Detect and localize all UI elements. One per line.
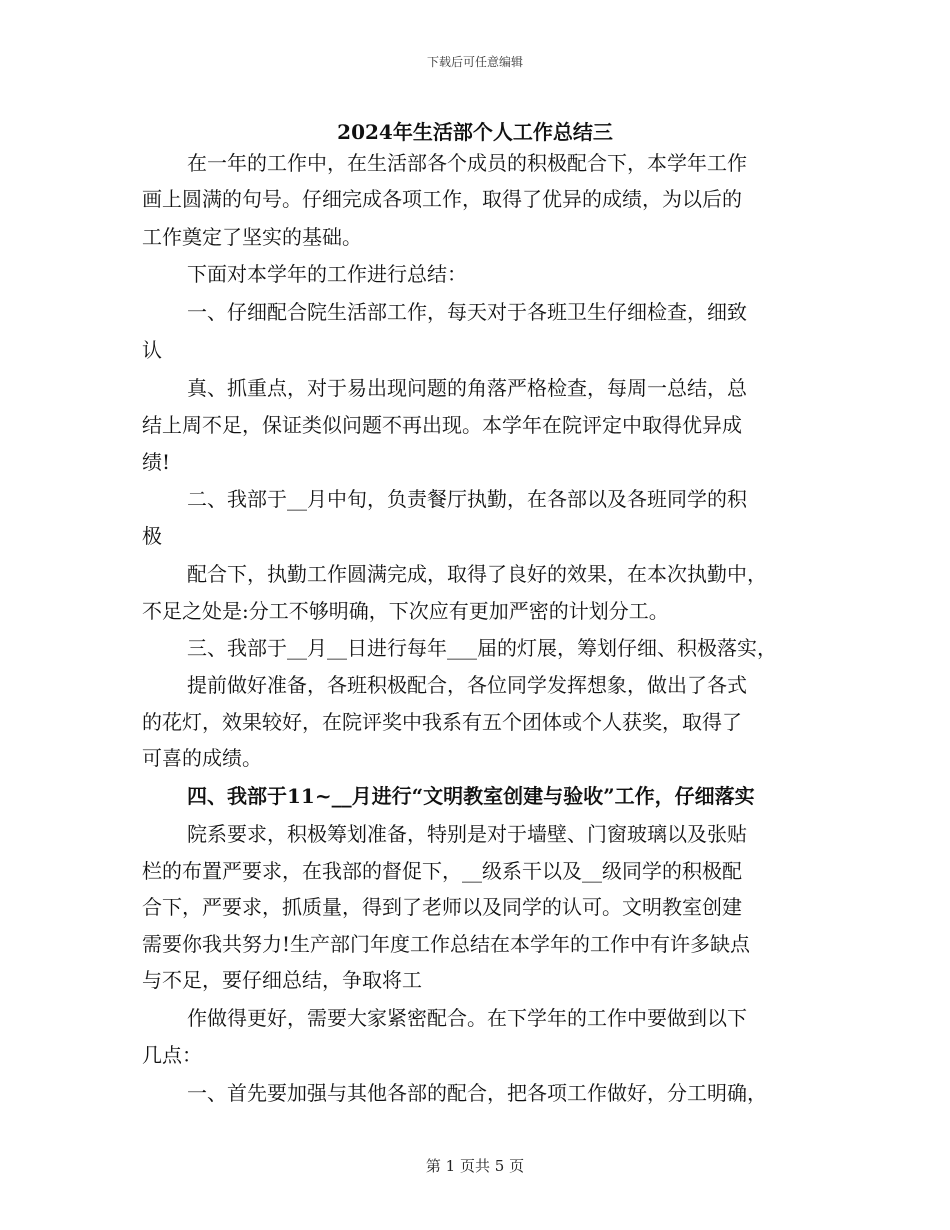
paragraph-line: 提前做好准备，各班积极配合，各位同学发挥想象，做出了各式 (187, 673, 747, 697)
paragraph-line: 配合下，执勤工作圆满完成，取得了良好的效果，在本次执勤中， (187, 562, 767, 586)
paragraph-line: 在一年的工作中，在生活部各个成员的积极配合下，本学年工作 (187, 151, 747, 175)
paragraph-line: 认 (142, 338, 162, 362)
paragraph-line: 下面对本学年的工作进行总结： (187, 262, 467, 286)
page-footer: 第 1 页共 5 页 (425, 1157, 525, 1175)
paragraph-line: 二、我部于__月中旬，负责餐厅执勤，在各部以及各班同学的积 (187, 487, 747, 511)
page-header: 下载后可任意编辑 (426, 55, 523, 69)
paragraph-line: 的花灯，效果较好，在院评奖中我系有五个团体或个人获奖，取得了 (142, 710, 742, 734)
paragraph-line: 院系要求，积极筹划准备，特别是对于墙壁、门窗玻璃以及张贴 (187, 822, 747, 846)
paragraph-line: 不足之处是:分工不够明确，下次应有更加严密的计划分工。 (142, 599, 669, 623)
paragraph-line: 需要你我共努力!生产部门年度工作总结在本学年的工作中有许多缺点 (142, 932, 751, 956)
paragraph-line: 栏的布置严要求，在我部的督促下，__级系干以及__级同学的积极配 (142, 859, 742, 883)
paragraph-line: 真、抓重点，对于易出现问题的角落严格检查，每周一总结，总 (187, 376, 747, 400)
paragraph-line: 与不足，要仔细总结，争取将工 (142, 968, 422, 992)
paragraph-line: 几点： (142, 1043, 202, 1067)
paragraph-line: 绩! (142, 450, 171, 474)
paragraph-line: 工作奠定了坚实的基础。 (142, 225, 362, 249)
paragraph-line: 一、仔细配合院生活部工作，每天对于各班卫生仔细检查，细致 (187, 300, 747, 324)
paragraph-line: 四、我部于11~__月进行“文明教室创建与验收”工作，仔细落实 (187, 784, 755, 808)
paragraph-line: 一、首先要加强与其他各部的配合，把各项工作做好，分工明确， (187, 1081, 767, 1105)
document-title: 2024年生活部个人工作总结三 (337, 120, 613, 144)
paragraph-line: 可喜的成绩。 (142, 746, 262, 770)
paragraph-line: 结上周不足，保证类似问题不再出现。本学年在院评定中取得优异成 (142, 413, 742, 437)
paragraph-line: 三、我部于__月__日进行每年___届的灯展，筹划仔细、积极落实， (187, 636, 777, 660)
paragraph-line: 作做得更好，需要大家紧密配合。在下学年的工作中要做到以下 (187, 1006, 747, 1030)
paragraph-line: 画上圆满的句号。仔细完成各项工作，取得了优异的成绩，为以后的 (142, 187, 742, 211)
paragraph-line: 极 (142, 524, 162, 548)
paragraph-line: 合下，严要求，抓质量，得到了老师以及同学的认可。文明教室创建 (142, 895, 742, 919)
